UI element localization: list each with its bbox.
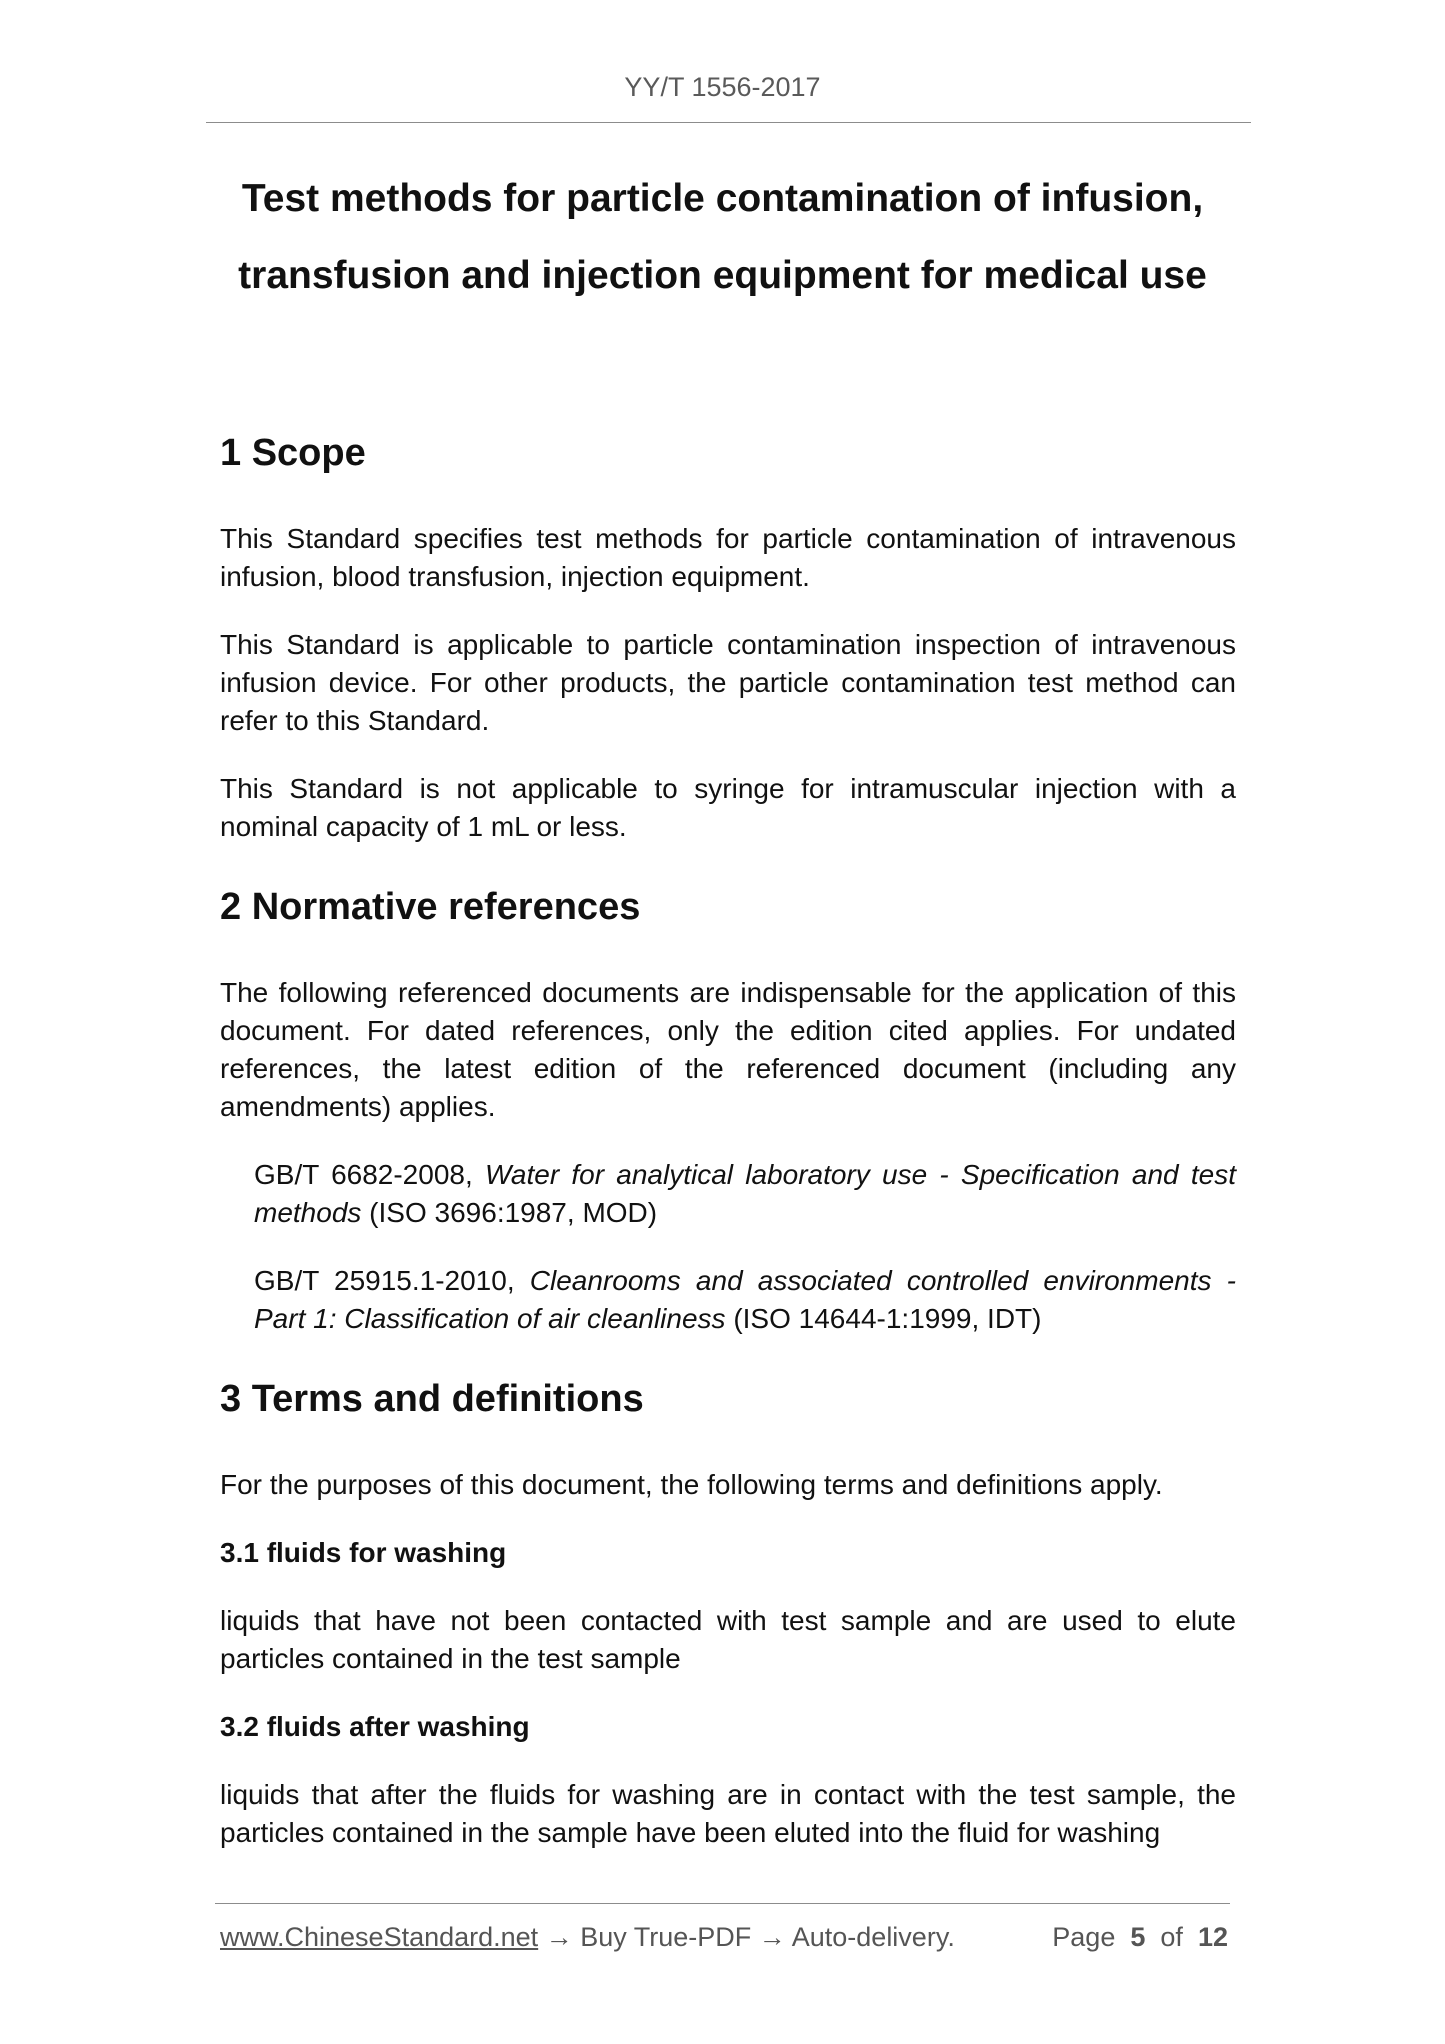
reference-code: GB/T 25915.1-2010, (254, 1265, 530, 1296)
document-title (180, 160, 1265, 314)
scope-paragraph-1: This Standard specifies test methods for particle contamination of intravenous infusion, blood transfusion, injection equipment. (220, 523, 1236, 592)
term-heading-3-2: 3.2 fluids after washing (220, 1711, 530, 1742)
page-indicator (1052, 1922, 1228, 1953)
page-total: 12 (1197, 1922, 1228, 1952)
title-line-1: Test methods for particle contamination of infusion, (241, 177, 1204, 220)
scope-paragraph-3: This Standard is not applicable to syringe for intramuscular injection with a nominal capacity of 1 mL or less. (220, 773, 1236, 842)
reference-code: GB/T 6682-2008, (254, 1159, 485, 1190)
page-footer (220, 1922, 1228, 1953)
title-line-2: transfusion and injection equipment for medical use (238, 254, 1207, 297)
reference-item (254, 1156, 1236, 1232)
document-code-header: YY/T 1556-2017 (624, 72, 821, 102)
website-link[interactable]: www.ChineseStandard.net (220, 1922, 539, 1952)
terms-intro-paragraph: For the purposes of this document, the following terms and definitions apply. (220, 1469, 1163, 1500)
footer-promo (220, 1922, 955, 1953)
section-heading-terms-definitions: 3 Terms and definitions (220, 1378, 644, 1420)
document-body (220, 424, 1236, 1882)
reference-title: Cleanrooms and associated controlled environments - Part 1: Classification of air cleanliness (254, 1265, 1236, 1334)
header-divider (206, 122, 1251, 123)
page-current: 5 (1130, 1922, 1146, 1952)
scope-paragraph-2: This Standard is applicable to particle contamination inspection of intravenous infusion device. For other products, the particle contamination test method can refer to this Standard. (220, 629, 1236, 736)
term-heading-3-1: 3.1 fluids for washing (220, 1537, 507, 1568)
reference-title: Water for analytical laboratory use - Specification and test methods (254, 1159, 1236, 1228)
footer-promo-text: → Buy True-PDF → Auto-delivery. (538, 1922, 955, 1952)
term-definition-3-2: liquids that after the fluids for washing are in contact with the test sample, the particles contained in the sample have been eluted into the fluid for washing (220, 1779, 1236, 1848)
section-heading-scope: 1 Scope (220, 432, 366, 474)
footer-divider (215, 1903, 1230, 1904)
term-definition-3-1: liquids that have not been contacted with test sample and are used to elute particles contained in the test sample (220, 1605, 1236, 1674)
of-label: of (1160, 1922, 1183, 1952)
page-label: Page (1052, 1922, 1116, 1952)
reference-suffix: (ISO 3696:1987, MOD) (361, 1197, 658, 1228)
normative-paragraph: The following referenced documents are indispensable for the application of this document. For dated references, only the edition cited applies. For undated references, the latest edition of the referenced document (including any amendments) applies. (220, 977, 1236, 1122)
reference-suffix: (ISO 14644-1:1999, IDT) (725, 1303, 1042, 1334)
reference-item (254, 1262, 1236, 1338)
section-heading-normative-references: 2 Normative references (220, 886, 641, 928)
